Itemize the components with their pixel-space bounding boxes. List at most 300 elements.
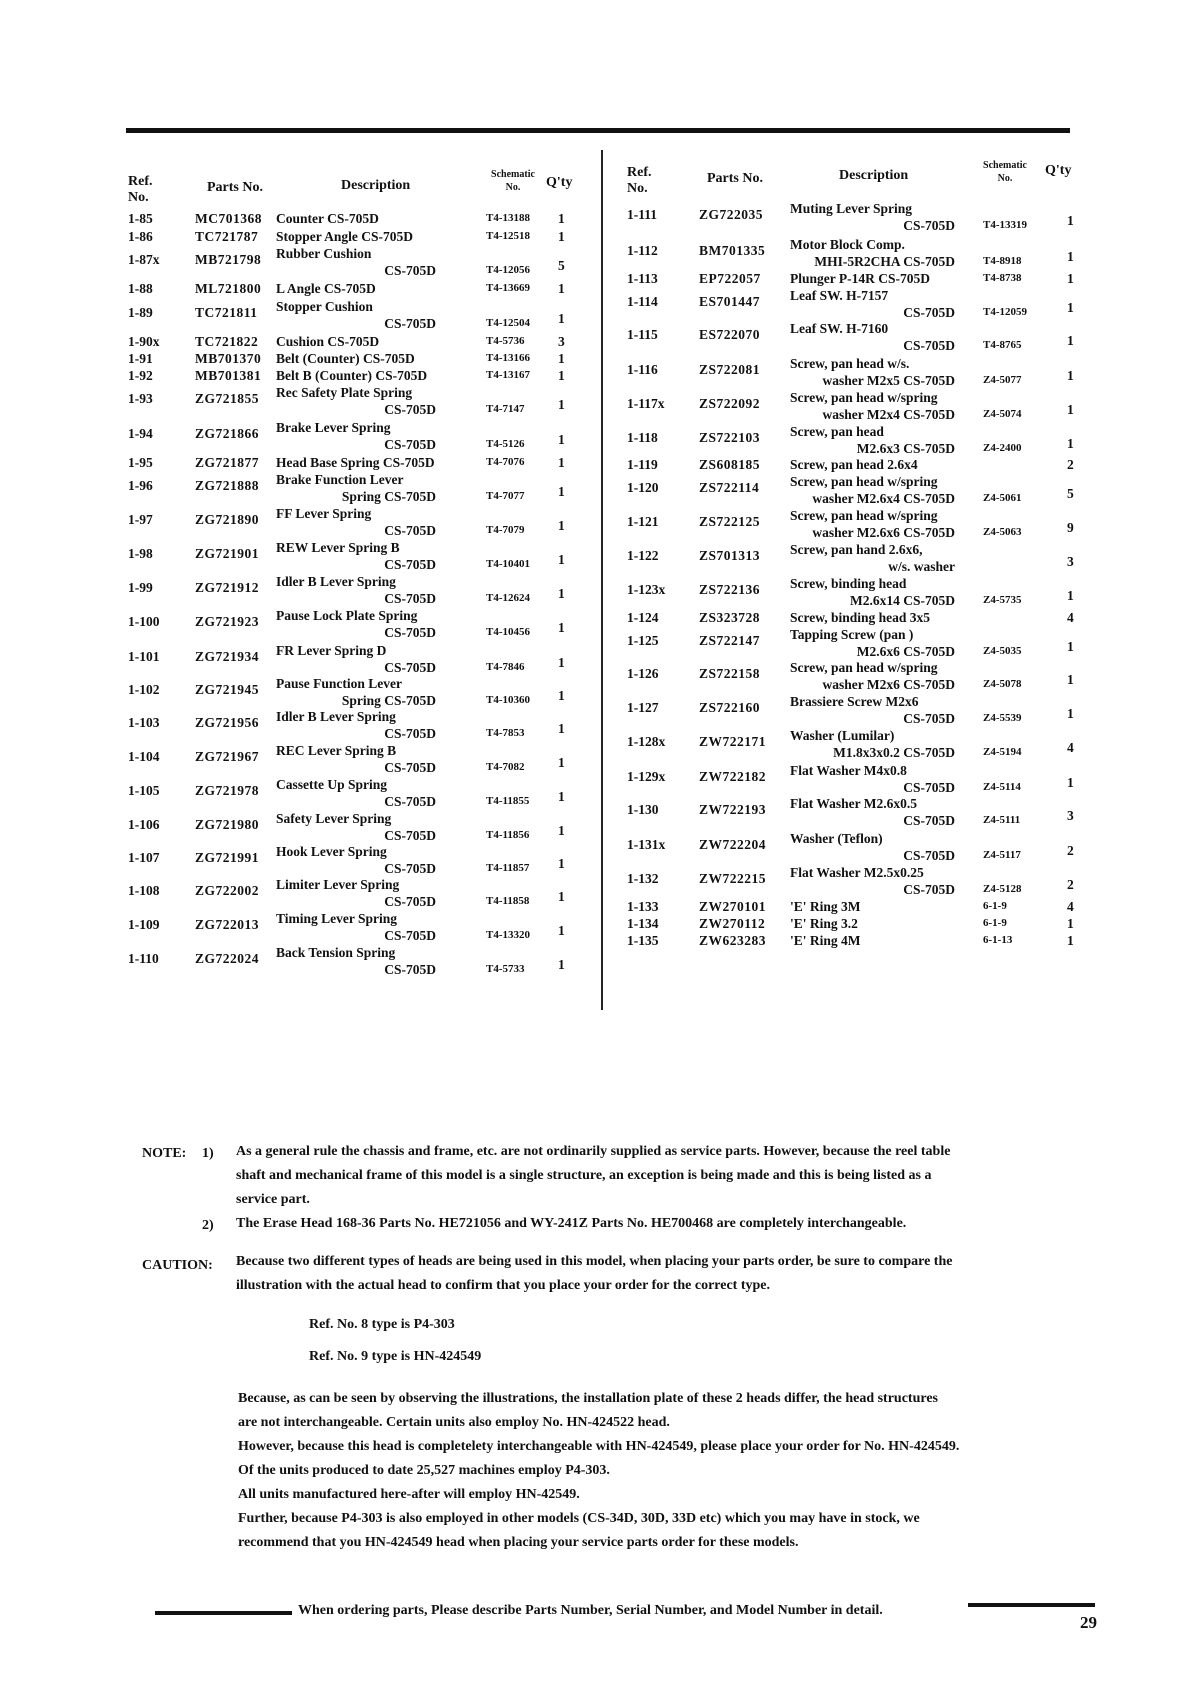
header-ref-right: Ref. No. <box>627 165 652 196</box>
qty-cell: 3 <box>558 334 565 349</box>
description-line-2: MHI-5R2CHA CS-705D <box>814 254 955 269</box>
note-1-number: 1) <box>202 1146 214 1161</box>
description-line-1: Leaf SW. H-7160 <box>790 321 889 336</box>
schematic-cell: Z4-5061 <box>983 492 1022 504</box>
schematic-cell: T4-10401 <box>486 558 530 570</box>
description-line-1: Stopper Angle CS-705D <box>276 229 414 244</box>
description-line-1: Cushion CS-705D <box>276 334 380 349</box>
description-line-1: L Angle CS-705D <box>276 281 376 296</box>
description-line-1: Washer (Teflon) <box>790 831 883 846</box>
schematic-cell: T4-12504 <box>486 317 530 329</box>
parts-number-cell: ZG721923 <box>195 614 260 629</box>
ref-cell: 1-86 <box>128 229 153 244</box>
table-row <box>627 575 1087 609</box>
paragraph-line-5: All units manufactured here-after will employ HN-42549. <box>238 1487 580 1502</box>
parts-number-cell: ZW722204 <box>699 837 767 852</box>
paragraph-line-2: are not interchangeable. Certain units also employ No. HN-424522 head. <box>238 1415 670 1430</box>
table-row <box>128 505 588 539</box>
schematic-cell: Z4-5539 <box>983 712 1022 724</box>
description-line-2: washer M2x4 CS-705D <box>822 407 955 422</box>
note-1-line-3: service part. <box>236 1192 310 1207</box>
parts-number-cell: ZW722182 <box>699 769 767 784</box>
parts-number-cell: ZS722160 <box>699 700 761 715</box>
description-line-2: CS-705D <box>903 882 955 897</box>
parts-number-cell: MB701381 <box>195 368 262 383</box>
ref-cell: 1-132 <box>627 871 659 886</box>
qty-cell: 1 <box>1067 271 1074 286</box>
description-line-1: FR Lever Spring D <box>276 643 387 658</box>
qty-cell: 1 <box>558 211 565 226</box>
description-line-2: CS-705D <box>384 962 436 977</box>
ref-cell: 1-107 <box>128 850 160 865</box>
schematic-cell: Z4-5128 <box>983 883 1022 895</box>
paragraph-line-6: Further, because P4-303 is also employed in other models (CS-34D, 30D, 33D etc) which you may have in stock, we <box>238 1511 920 1526</box>
description-line-1: Counter CS-705D <box>276 211 379 226</box>
parts-number-cell: ZG721866 <box>195 426 260 441</box>
qty-cell: 1 <box>558 432 565 447</box>
table-row <box>128 384 588 418</box>
qty-cell: 1 <box>558 484 565 499</box>
ref-cell: 1-95 <box>128 455 153 470</box>
schematic-cell: T4-11856 <box>486 829 530 841</box>
description-line-1: Screw, pan head w/s. <box>790 356 910 371</box>
parts-number-cell: ZG721912 <box>195 580 260 595</box>
qty-cell: 3 <box>1067 808 1074 823</box>
ref-cell: 1-115 <box>627 327 658 342</box>
parts-number-cell: ZG721855 <box>195 391 260 406</box>
caution-label: CAUTION: <box>142 1258 213 1273</box>
parts-number-cell: ZW623283 <box>699 933 767 948</box>
header-parts-no-left: Parts No. <box>207 180 263 195</box>
table-row <box>128 810 588 844</box>
description-line-2: w/s. washer <box>888 559 955 574</box>
schematic-cell: T4-7853 <box>486 727 525 739</box>
header-qty-left: Q'ty <box>546 175 573 190</box>
parts-number-cell: ZW270101 <box>699 899 767 914</box>
table-row <box>128 419 588 453</box>
column-divider <box>601 150 603 1010</box>
ref-9-type: Ref. No. 9 type is HN-424549 <box>309 1349 482 1364</box>
schematic-cell: 6-1-9 <box>983 900 1007 912</box>
top-rule <box>126 128 1070 133</box>
parts-number-cell: TC721787 <box>195 229 259 244</box>
footer-text: When ordering parts, Please describe Parts Number, Serial Number, and Model Number in detail. <box>298 1603 883 1618</box>
qty-cell: 2 <box>1067 877 1074 892</box>
schematic-cell: T4-13669 <box>486 282 530 294</box>
parts-number-cell: ZS722158 <box>699 666 761 681</box>
parts-number-cell: MB701370 <box>195 351 262 366</box>
schematic-cell: Z4-5074 <box>983 408 1022 420</box>
parts-number-cell: EP722057 <box>699 271 761 286</box>
description-line-2: washer M2x5 CS-705D <box>822 373 955 388</box>
ref-cell: 1-121 <box>627 514 659 529</box>
table-row <box>627 473 1087 507</box>
parts-number-cell: ZW722193 <box>699 802 767 817</box>
schematic-cell: T4-7076 <box>486 456 525 468</box>
qty-cell: 1 <box>1067 402 1074 417</box>
parts-number-cell: ZW270112 <box>699 916 766 931</box>
description-line-1: Head Base Spring CS-705D <box>276 455 435 470</box>
table-row <box>627 795 1087 829</box>
qty-cell: 2 <box>1067 843 1074 858</box>
ref-cell: 1-125 <box>627 633 659 648</box>
header-description-left: Description <box>341 178 411 193</box>
ref-cell: 1-88 <box>128 281 153 296</box>
qty-cell: 1 <box>1067 916 1074 931</box>
schematic-cell: Z4-5035 <box>983 645 1022 657</box>
description-line-2: Spring CS-705D <box>341 489 436 504</box>
ref-cell: 1-131x <box>627 837 666 852</box>
parts-number-cell: ZG722035 <box>699 207 764 222</box>
ref-cell: 1-124 <box>627 610 659 625</box>
parts-number-cell: ZS608185 <box>699 457 761 472</box>
description-line-1: 'E' Ring 4M <box>790 933 861 948</box>
ref-cell: 1-87x <box>128 252 160 267</box>
description-line-1: Screw, pan head w/spring <box>790 390 938 405</box>
schematic-cell: T4-8738 <box>983 272 1022 284</box>
description-line-1: Screw, pan head w/spring <box>790 508 938 523</box>
table-row <box>627 287 1087 321</box>
parts-number-cell: ZG721967 <box>195 749 260 764</box>
parts-number-cell: ZG721980 <box>195 817 260 832</box>
ref-8-type: Ref. No. 8 type is P4-303 <box>309 1317 455 1332</box>
qty-cell: 1 <box>558 397 565 412</box>
caution-line-1: Because two different types of heads are being used in this model, when placing your parts order, be sure to compare the <box>236 1254 953 1269</box>
table-row <box>128 298 588 332</box>
note-label: NOTE: <box>142 1146 187 1161</box>
note-1-line-1: As a general rule the chassis and frame, etc. are not ordinarily supplied as service parts. However, because the reel table <box>236 1144 951 1159</box>
qty-cell: 1 <box>558 923 565 938</box>
description-line-2: CS-705D <box>384 861 436 876</box>
schematic-cell: Z4-5063 <box>983 526 1022 538</box>
qty-cell: 1 <box>558 957 565 972</box>
qty-cell: 1 <box>558 311 565 326</box>
qty-cell: 1 <box>1067 333 1074 348</box>
schematic-cell: T4-10360 <box>486 694 530 706</box>
description-line-1: 'E' Ring 3.2 <box>790 916 858 931</box>
parts-number-cell: ZG722002 <box>195 883 260 898</box>
ref-cell: 1-105 <box>128 783 160 798</box>
schematic-cell: T4-12059 <box>983 306 1027 318</box>
description-line-2: CS-705D <box>903 780 955 795</box>
note-2-line-1: The Erase Head 168-36 Parts No. HE721056 and WY-241Z Parts No. HE700468 are completely interchangeable. <box>236 1216 907 1231</box>
qty-cell: 4 <box>1067 899 1074 914</box>
paragraph-line-3: However, because this head is completelety interchangeable with HN-424549, please place your order for No. HN-424549. <box>238 1439 960 1454</box>
description-line-2: CS-705D <box>903 218 955 233</box>
schematic-cell: Z4-5111 <box>983 814 1021 826</box>
header-schematic-left: Schematic No. <box>491 169 535 193</box>
qty-cell: 2 <box>1067 457 1074 472</box>
ref-cell: 1-100 <box>128 614 160 629</box>
schematic-cell: T4-7082 <box>486 761 525 773</box>
table-row <box>627 659 1087 693</box>
table-row <box>128 708 588 742</box>
paragraph-line-1: Because, as can be seen by observing the illustrations, the installation plate of these 2 heads differ, the head structures <box>238 1391 938 1406</box>
header-ref-left: Ref. No. <box>128 174 153 205</box>
schematic-cell: 6-1-9 <box>983 917 1007 929</box>
parts-number-cell: TC721811 <box>195 305 258 320</box>
table-row <box>128 876 588 910</box>
ref-cell: 1-97 <box>128 512 153 527</box>
description-line-1: Idler B Lever Spring <box>276 574 396 589</box>
description-line-1: Idler B Lever Spring <box>276 709 396 724</box>
description-line-1: Flat Washer M4x0.8 <box>790 763 907 778</box>
header-schematic-right: Schematic No. <box>983 160 1027 184</box>
qty-cell: 1 <box>558 368 565 383</box>
schematic-cell: Z4-5077 <box>983 374 1022 386</box>
schematic-cell: Z4-5078 <box>983 678 1022 690</box>
qty-cell: 1 <box>558 688 565 703</box>
parts-number-cell: ZG721901 <box>195 546 260 561</box>
parts-number-cell: ZG721956 <box>195 715 260 730</box>
description-line-1: Timing Lever Spring <box>276 911 398 926</box>
table-row <box>627 626 1087 660</box>
description-line-1: Hook Lever Spring <box>276 844 387 859</box>
parts-number-cell: ZS722103 <box>699 430 761 445</box>
qty-cell: 4 <box>1067 610 1074 625</box>
parts-number-cell: ML721800 <box>195 281 262 296</box>
parts-number-cell: ZS722147 <box>699 633 761 648</box>
table-row <box>627 389 1087 423</box>
qty-cell: 1 <box>1067 672 1074 687</box>
table-row <box>627 236 1087 270</box>
parts-number-cell: ZG721890 <box>195 512 260 527</box>
description-line-2: washer M2.6x4 CS-705D <box>812 491 955 506</box>
schematic-cell: Z4-5735 <box>983 594 1022 606</box>
description-line-1: Flat Washer M2.6x0.5 <box>790 796 917 811</box>
table-row <box>627 200 1087 234</box>
description-line-1: REW Lever Spring B <box>276 540 400 555</box>
table-row <box>627 320 1087 354</box>
table-row <box>128 539 588 573</box>
qty-cell: 1 <box>558 721 565 736</box>
caution-line-2: illustration with the actual head to confirm that you place your order for the correct type. <box>236 1278 771 1293</box>
note-2-number: 2) <box>202 1218 214 1233</box>
note-1-line-2: shaft and mechanical frame of this model is a single structure, an exception is being made and this is being listed as a <box>236 1168 932 1183</box>
schematic-cell: T4-13319 <box>983 219 1027 231</box>
qty-cell: 1 <box>1067 706 1074 721</box>
schematic-cell: T4-7846 <box>486 661 525 673</box>
qty-cell: 1 <box>558 755 565 770</box>
table-row <box>627 355 1087 389</box>
schematic-cell: T4-7147 <box>486 403 525 415</box>
qty-cell: 3 <box>1067 554 1074 569</box>
parts-number-cell: MB721798 <box>195 252 262 267</box>
ref-cell: 1-119 <box>627 457 658 472</box>
ref-cell: 1-111 <box>627 207 658 222</box>
schematic-cell: T4-12518 <box>486 230 530 242</box>
qty-cell: 1 <box>558 823 565 838</box>
ref-cell: 1-91 <box>128 351 153 366</box>
schematic-cell: T4-5126 <box>486 438 525 450</box>
ref-cell: 1-117x <box>627 396 665 411</box>
schematic-cell: T4-8918 <box>983 255 1022 267</box>
schematic-cell: 6-1-13 <box>983 934 1013 946</box>
description-line-1: Muting Lever Spring <box>790 201 913 216</box>
table-row <box>128 910 588 944</box>
description-line-2: M1.8x3x0.2 CS-705D <box>833 745 955 760</box>
description-line-1: Flat Washer M2.5x0.25 <box>790 865 924 880</box>
table-row <box>128 843 588 877</box>
description-line-1: Pause Lock Plate Spring <box>276 608 418 623</box>
table-row <box>128 471 588 505</box>
qty-cell: 1 <box>558 281 565 296</box>
description-line-1: Brake Lever Spring <box>276 420 391 435</box>
ref-cell: 1-129x <box>627 769 666 784</box>
description-line-2: CS-705D <box>384 402 436 417</box>
table-row <box>627 830 1087 864</box>
ref-cell: 1-108 <box>128 883 160 898</box>
description-line-2: CS-705D <box>903 711 955 726</box>
ref-cell: 1-133 <box>627 899 659 914</box>
schematic-cell: T4-12056 <box>486 264 530 276</box>
qty-cell: 1 <box>558 889 565 904</box>
description-line-1: Screw, pan head 2.6x4 <box>790 457 918 472</box>
description-line-2: Spring CS-705D <box>341 693 436 708</box>
table-row <box>128 776 588 810</box>
table-row <box>128 607 588 641</box>
qty-cell: 1 <box>558 586 565 601</box>
header-description-right: Description <box>839 168 909 183</box>
schematic-cell: T4-5736 <box>486 335 525 347</box>
ref-cell: 1-110 <box>128 951 159 966</box>
description-line-2: CS-705D <box>903 813 955 828</box>
description-line-1: Cassette Up Spring <box>276 777 388 792</box>
schematic-cell: T4-13320 <box>486 929 530 941</box>
ref-cell: 1-94 <box>128 426 153 441</box>
qty-cell: 1 <box>1067 639 1074 654</box>
ref-cell: 1-112 <box>627 243 658 258</box>
ref-cell: 1-135 <box>627 933 659 948</box>
schematic-cell: T4-13166 <box>486 352 530 364</box>
table-row <box>128 944 588 978</box>
parts-number-cell: ZG721934 <box>195 649 260 664</box>
parts-number-cell: ZS722136 <box>699 582 761 597</box>
ref-cell: 1-96 <box>128 478 153 493</box>
footer-rule-right <box>968 1603 1095 1607</box>
parts-number-cell: ZG721945 <box>195 682 260 697</box>
parts-number-cell: ZW722171 <box>699 734 767 749</box>
table-row <box>128 675 588 709</box>
table-row <box>128 573 588 607</box>
description-line-2: CS-705D <box>384 437 436 452</box>
qty-cell: 1 <box>1067 775 1074 790</box>
description-line-2: washer M2.6x6 CS-705D <box>812 525 955 540</box>
parts-number-cell: ZG721991 <box>195 850 260 865</box>
ref-cell: 1-127 <box>627 700 659 715</box>
qty-cell: 1 <box>1067 588 1074 603</box>
header-parts-no-right: Parts No. <box>707 171 763 186</box>
ref-cell: 1-103 <box>128 715 160 730</box>
description-line-1: FF Lever Spring <box>276 506 372 521</box>
ref-cell: 1-120 <box>627 480 659 495</box>
table-row <box>627 864 1087 898</box>
description-line-1: Belt (Counter) CS-705D <box>276 351 415 366</box>
description-line-2: CS-705D <box>384 591 436 606</box>
description-line-2: M2.6x6 CS-705D <box>856 644 955 659</box>
description-line-2: CS-705D <box>384 828 436 843</box>
description-line-1: Screw, binding head <box>790 576 907 591</box>
parts-number-cell: TC721822 <box>195 334 259 349</box>
schematic-cell: T4-13167 <box>486 369 530 381</box>
ref-cell: 1-128x <box>627 734 666 749</box>
qty-cell: 1 <box>558 620 565 635</box>
ref-cell: 1-98 <box>128 546 153 561</box>
qty-cell: 1 <box>558 552 565 567</box>
qty-cell: 1 <box>1067 436 1074 451</box>
schematic-cell: Z4-5114 <box>983 781 1021 793</box>
parts-number-cell: ZG722024 <box>195 951 260 966</box>
ref-cell: 1-90x <box>128 334 160 349</box>
schematic-cell: T4-10456 <box>486 626 530 638</box>
table-row <box>627 541 1087 575</box>
ref-cell: 1-85 <box>128 211 153 226</box>
qty-cell: 1 <box>1067 213 1074 228</box>
schematic-cell: Z4-2400 <box>983 442 1022 454</box>
parts-number-cell: ZG721978 <box>195 783 260 798</box>
table-row <box>128 742 588 776</box>
description-line-1: Belt B (Counter) CS-705D <box>276 368 428 383</box>
qty-cell: 1 <box>558 455 565 470</box>
parts-number-cell: ZG721877 <box>195 455 260 470</box>
parts-number-cell: ES722070 <box>699 327 761 342</box>
ref-cell: 1-113 <box>627 271 658 286</box>
description-line-1: Limiter Lever Spring <box>276 877 400 892</box>
description-line-2: CS-705D <box>384 263 436 278</box>
parts-number-cell: ZS722125 <box>699 514 761 529</box>
header-qty-right: Q'ty <box>1045 163 1072 178</box>
schematic-cell: T4-8765 <box>983 339 1022 351</box>
paragraph-line-4: Of the units produced to date 25,527 machines employ P4-303. <box>238 1463 610 1478</box>
qty-cell: 1 <box>1067 368 1074 383</box>
description-line-1: REC Lever Spring B <box>276 743 397 758</box>
description-line-1: Tapping Screw (pan ) <box>790 627 914 642</box>
description-line-2: CS-705D <box>384 726 436 741</box>
ref-cell: 1-122 <box>627 548 659 563</box>
ref-cell: 1-134 <box>627 916 659 931</box>
table-row <box>128 642 588 676</box>
table-row <box>627 423 1087 457</box>
parts-number-cell: MC701368 <box>195 211 262 226</box>
qty-cell: 1 <box>558 655 565 670</box>
footer-rule-left <box>155 1611 292 1615</box>
description-line-1: Screw, binding head 3x5 <box>790 610 931 625</box>
schematic-cell: T4-11857 <box>486 862 530 874</box>
description-line-1: Brassiere Screw M2x6 <box>790 694 919 709</box>
table-row <box>627 507 1087 541</box>
ref-cell: 1-99 <box>128 580 153 595</box>
description-line-1: Leaf SW. H-7157 <box>790 288 889 303</box>
description-line-1: Stopper Cushion <box>276 299 373 314</box>
parts-number-cell: ES701447 <box>699 294 761 309</box>
schematic-cell: T4-5733 <box>486 963 525 975</box>
description-line-2: CS-705D <box>903 848 955 863</box>
parts-number-cell: ZS722092 <box>699 396 761 411</box>
description-line-2: CS-705D <box>384 894 436 909</box>
ref-cell: 1-116 <box>627 362 658 377</box>
ref-cell: 1-123x <box>627 582 666 597</box>
schematic-cell: T4-7079 <box>486 524 525 536</box>
parts-number-cell: ZS701313 <box>699 548 761 563</box>
description-line-2: CS-705D <box>384 557 436 572</box>
qty-cell: 1 <box>1067 300 1074 315</box>
qty-cell: 1 <box>1067 249 1074 264</box>
description-line-2: CS-705D <box>384 625 436 640</box>
schematic-cell: T4-11855 <box>486 795 530 807</box>
description-line-2: CS-705D <box>903 338 955 353</box>
qty-cell: 1 <box>558 856 565 871</box>
parts-number-cell: ZS323728 <box>699 610 761 625</box>
